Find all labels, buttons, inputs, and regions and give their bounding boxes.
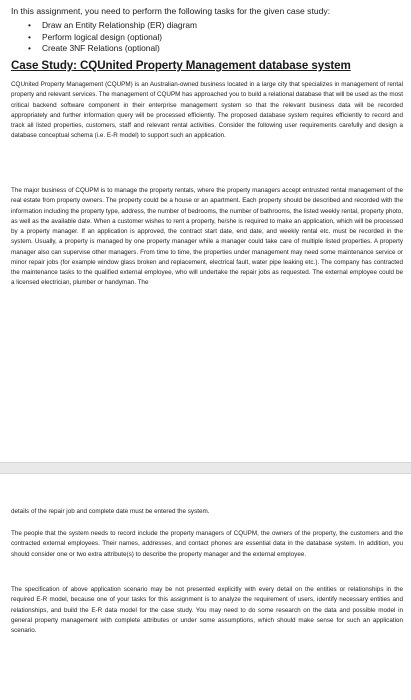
page-break-divider: [0, 462, 411, 474]
task-list: [28, 20, 197, 55]
task-text: Draw an Entity Relationship (ER) diagram: [42, 20, 197, 30]
task-item: [28, 43, 197, 55]
task-item: [28, 32, 197, 44]
paragraph-people: The people that the system needs to record include the property managers of CQUPM, the owners of the property, the customers and the contracted external employees. Their names, addresses, and contact phones are essential data in the database system. In addition, you should consider one or two extra attribute(s) to describe the property manager and the external employee.: [11, 530, 403, 558]
paragraph-overview: CQUnited Property Management (CQUPM) is an Australian-owned business located in a large city that specializes in management of rental property and relevant services. The management of CQUPM has approached you to build a relational database that will be used as the most critical backend software component in their enterprise management system so that the relevant business data will be recorded appropriately and further information query will be processed efficiently. The proposed database system requires efficiently to record and track all listed properties, customers, staff and relevant rental activities. Consider the following user requirements carefully and design a database conceptual schema (i.e. E-R model) to support such an application.: [11, 81, 403, 140]
bullet-icon: •: [28, 20, 31, 30]
task-item: [28, 20, 197, 32]
bullet-icon: •: [28, 43, 31, 53]
intro-text: In this assignment, you need to perform the following tasks for the given case study:: [11, 6, 331, 16]
task-text: Create 3NF Relations (optional): [42, 43, 160, 53]
task-text: Perform logical design (optional): [42, 31, 163, 42]
paragraph-repair-details: details of the repair job and complete date must be entered the system.: [11, 508, 210, 515]
case-study-heading: Case Study: CQUnited Property Management database system: [11, 59, 351, 72]
paragraph-business: The major business of CQUPM is to manage the property rentals, where the property managers accept entrusted rental management of the real estate from property owners. The property could be a house or an apartment. Each property should be described and recorded with the information including the property type, address, the number of bedrooms, the number of bathrooms, the listed weekly rental, property photo, as well as the available date. When a customer wishes to rent a property, he/she is required to make an application, which will be processed by a property manager. If an application is approved, the contract start date, end date, and weekly rental etc. must be recorded in the system. Usually, a property is managed by one property manager while a manager could take care of multiple listed properties. A property manager also can supervise other managers. From time to time, the properties under management may need some maintenance service or minor repair jobs (for example window glass broken and replacement, electrical fault, water pipe leaking etc.). The company has contracted the maintenance tasks to the qualified external employee, who will undertake the repair jobs as requested. The external employee could be a licensed electrician, plumber or handyman. The: [11, 187, 403, 287]
paragraph-specification: The specification of above application scenario may be not presented explicitly with every detail on the entities or relationships in the required E-R model, because one of your tasks for this assignment is to analyze the requirement of users, identify necessary entities and relationships, and build the E-R data model for the case study. You may need to do some research on the data and possible model in general property management with complete attributes or under some assumptions, which should make sense for such an application scenario.: [11, 586, 403, 634]
bullet-icon: •: [28, 31, 31, 42]
